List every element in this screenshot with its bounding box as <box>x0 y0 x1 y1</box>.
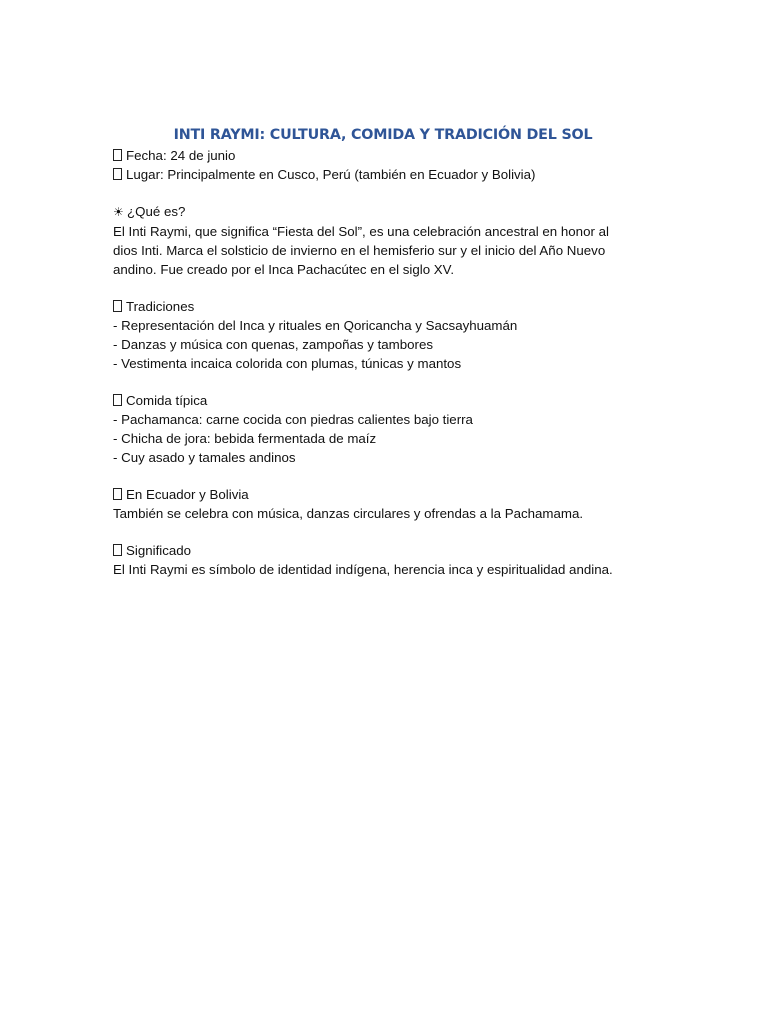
missing-glyph-icon <box>113 149 122 161</box>
comida-heading-text: Comida típica <box>126 393 208 408</box>
que-es-text-line: dios Inti. Marca el solsticio de invierno en el hemisferio sur y el inicio del Año Nuevo <box>113 243 606 258</box>
list-item: - Chicha de jora: bebida fermentada de maíz <box>113 431 377 446</box>
missing-glyph-icon <box>113 394 122 406</box>
page-title: INTI RAYMI: CULTURA, COMIDA Y TRADICIÓN DEL SOL <box>173 127 593 143</box>
list-item: - Representación del Inca y rituales en Qoricancha y Sacsayhuamán <box>113 318 518 333</box>
spacer <box>113 279 653 297</box>
missing-glyph-icon <box>113 544 122 556</box>
significado-heading <box>113 541 653 560</box>
spacer <box>113 523 653 541</box>
que-es-text-line: El Inti Raymi, que significa “Fiesta del Sol”, es una celebración ancestral en honor al <box>113 224 609 239</box>
que-es-heading-text: ¿Qué es? <box>127 204 186 219</box>
que-es-text-line: andino. Fue creado por el Inca Pachacútec en el siglo XV. <box>113 262 455 277</box>
lugar-text: Lugar: Principalmente en Cusco, Perú (también en Ecuador y Bolivia) <box>126 167 536 182</box>
missing-glyph-icon <box>113 300 122 312</box>
spacer <box>113 373 653 391</box>
list-item: - Vestimenta incaica colorida con plumas, túnicas y mantos <box>113 356 462 371</box>
significado-heading-text: Significado <box>126 543 192 558</box>
tradiciones-heading-text: Tradiciones <box>126 299 195 314</box>
spacer <box>113 467 653 485</box>
fecha-line <box>113 146 653 165</box>
ecuador-bolivia-text: También se celebra con música, danzas circulares y ofrendas a la Pachamama. <box>113 506 584 521</box>
comida-heading <box>113 391 653 410</box>
significado-text: El Inti Raymi es símbolo de identidad indígena, herencia inca y espiritualidad andina. <box>113 562 613 577</box>
list-item: - Danzas y música con quenas, zampoñas y tambores <box>113 337 434 352</box>
list-item: - Pachamanca: carne cocida con piedras calientes bajo tierra <box>113 412 473 427</box>
missing-glyph-icon <box>113 488 122 500</box>
document-body <box>113 124 653 579</box>
tradiciones-heading <box>113 297 653 316</box>
spacer <box>113 184 653 202</box>
ecuador-bolivia-heading <box>113 485 653 504</box>
missing-glyph-icon <box>113 168 122 180</box>
sun-icon: ☀ <box>113 205 124 219</box>
ecuador-bolivia-heading-text: En Ecuador y Bolivia <box>126 487 249 502</box>
fecha-text: Fecha: 24 de junio <box>126 148 236 163</box>
lugar-line <box>113 165 653 184</box>
list-item: - Cuy asado y tamales andinos <box>113 450 296 465</box>
que-es-heading <box>113 202 653 222</box>
